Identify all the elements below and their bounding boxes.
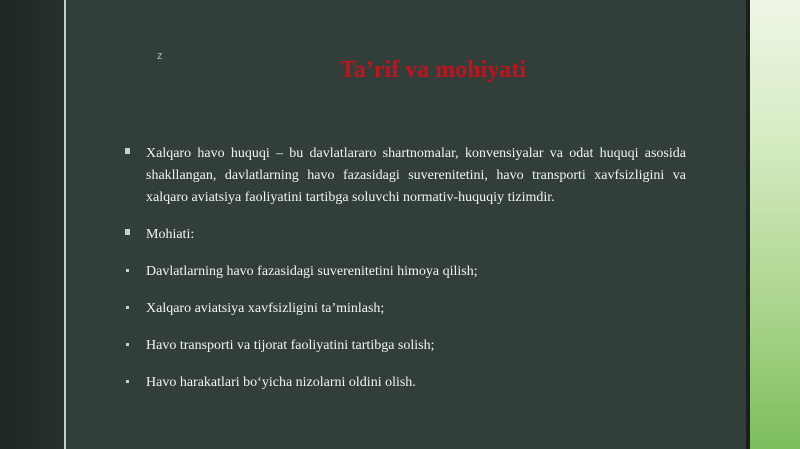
subheading-text: Mohiati:: [146, 227, 195, 242]
dot-bullet-icon: [126, 306, 129, 309]
definition-text: Xalqaro havo huquqi – bu davlatlararo shartnomalar, konvensiyalar va odat huquqi asosida shakllangan, davlatlarning havo fazasidagi suverenitetini, havo transporti xavfsizligini va xalqaro aviatsiya faoliyatini tartibga soluvchi normativ-huquqiy tizimdir.: [146, 146, 686, 205]
slide-marker: z: [157, 50, 163, 62]
list-item: [122, 335, 686, 357]
dot-bullet-icon: [126, 343, 129, 346]
list-item: [122, 224, 686, 246]
list-item: [122, 261, 686, 283]
list-item-text: Havo harakatlari bo‘yicha nizolarni oldini olish.: [146, 375, 416, 390]
dot-bullet-icon: [126, 269, 129, 272]
dot-bullet-icon: [126, 380, 129, 383]
slide-title: Ta’rif va mohiyati: [340, 57, 526, 83]
bullet-list: [122, 143, 686, 394]
square-bullet-icon: [125, 148, 130, 154]
list-item-text: Xalqaro aviatsiya xavfsizligini ta’minlash;: [146, 301, 385, 316]
list-item-text: Havo transporti va tijorat faoliyatini tartibga solish;: [146, 338, 435, 353]
list-item-text: Davlatlarning havo fazasidagi suverenitetini himoya qilish;: [146, 264, 478, 279]
square-bullet-icon: [125, 229, 130, 235]
list-item: [122, 143, 686, 209]
list-item: [122, 298, 686, 320]
list-item: [122, 372, 686, 394]
